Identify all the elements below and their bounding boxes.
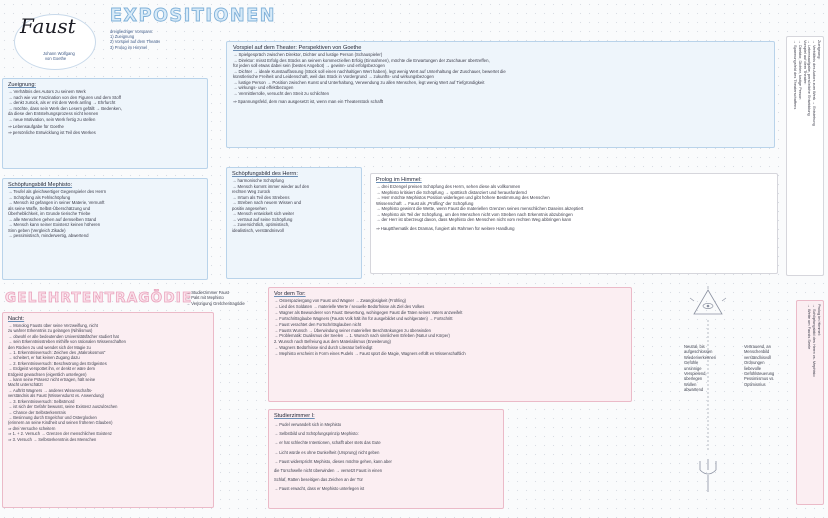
prolog-line: → der Herr ist überzeugt davon, dass Mephisto den Menschen nicht vom rechten Weg abbringen kann — [376, 217, 572, 223]
schoepfung-herrn-line: → Mensch entwickelt sich weiter — [232, 211, 295, 217]
vorspiel-line: für jeden soll etwas dabei sein (bestes Angebot) → gewinn- und erfolgsbezogen — [233, 63, 385, 69]
studierzimmer-line: → Faust widerspricht Mephisto, dieses möchte gehen, kann aber — [274, 458, 392, 464]
studierzimmer-line: → Selbstbild und Schöpfungsprinzip Mephisto: — [274, 431, 359, 437]
studierzimmer-line: Schlaf, Ratten beseitigen das Zeichen an der Tür — [274, 477, 363, 483]
note-line: Verspielend, — [684, 371, 707, 377]
schoepfung-herrn-heading: Schöpfungsbild des Herrn: — [232, 171, 298, 177]
schoepfung-herrn-line: → harmonische Schöpfung — [232, 178, 284, 183]
vertical-line: → Direktor, Dichter, lustige Person — [798, 40, 803, 100]
schoepfung-herrn-line: positiv angesehen — [232, 205, 267, 211]
schoepfung-mephisto-line: → pessimistisch, minderwertig, abwertend — [8, 233, 89, 239]
vor-dem-tor-line: → Fausts Wunsch → Überwindung seiner materiellen Beschränkungen zu überwinden — [274, 327, 431, 333]
vorspiel-line: → lustige Person → Position zwischen Kunst und Unterhaltung, Verwendung zu allen Menschen, legt wenig Wert auf Tiefgründigkeit — [233, 79, 485, 85]
vorspiel-conclusion: ⇒ Spannungsfeld, dem man ausgesetzt ist, wenn man ein Theaterstück schafft — [233, 99, 384, 105]
vor-dem-tor-heading: Vor dem Tor: — [274, 291, 306, 297]
nacht-line: → ist sich der Gefahr bewusst, seine Existenz auszulöschen — [8, 404, 118, 410]
schoepfung-mephisto-line: → Mensch ist gefangen in seiner Materie, Vernunft — [8, 200, 105, 206]
vor-dem-tor-line: → Wagners Bedürfnisse sind durch Literatur befriedigt — [274, 345, 373, 351]
nacht-conclusion: ⇒ 3. Versuch → Selbsterkenntnis des Menschen — [8, 436, 97, 442]
prolog-line: Wissenschaft → Faust als „Prüfling“ der Schöpfung — [376, 200, 474, 206]
gel-sub-line: → Studierzimmer Faust — [186, 290, 229, 295]
schoepfung-mephisto-line: → alle Menschen gehen auf demselben Stand — [8, 216, 97, 222]
vertical-line: → Lebensaufgabe, persönliche Entwicklung — [807, 40, 812, 116]
vorspiel-heading: Vorspiel auf dem Theater: Perspektiven von Goethe — [233, 45, 362, 51]
schoepfung-herrn-line: → vertraut auf seine Schöpfung — [232, 216, 293, 222]
zueignung-line: → neue Motivation, sein Werk fertig zu stellen — [8, 116, 96, 122]
vor-dem-tor-box — [268, 287, 632, 402]
logo-sub-1: Johann Wolfgang — [43, 51, 75, 56]
vorspiel-box — [226, 41, 775, 148]
note-line: Wollen — [684, 381, 697, 387]
vor-dem-tor-line: → Mephisto erscheint in Form eines Pudels → Faust spürt die Magie, Wagners erfüllt es Wissenschaftlich — [274, 351, 466, 357]
vor-dem-tor-line: → Osterspaziergang von Faust und Wagner → Zwanglosigkeit (Frühling) — [274, 298, 407, 303]
note-line: Neutral, bis — [684, 344, 705, 349]
schoepfung-herrn-line: rechten Weg zurück — [232, 189, 271, 195]
expositionen-title: EXPOSITIONEN — [110, 6, 277, 26]
schoepfung-herrn-line: → Streben nach neuem Wissen und — [232, 200, 302, 206]
nacht-line: → Erdgeist verspottet ihn, er denkt er wäre dem — [8, 366, 95, 372]
schoepfung-herrn-box — [226, 167, 362, 279]
note-line: Wiederverkennen — [684, 354, 717, 360]
studierzimmer-heading: Studierzimmer I: — [274, 413, 315, 419]
zueignung-line: → denkt zurück, als er mit dem Werk anfing → Ehrfurcht — [8, 100, 116, 106]
nacht-line: den Rücken zu und wendet sich der Magie zu — [8, 344, 91, 350]
schoepfung-mephisto-box — [2, 178, 208, 280]
zueignung-conclusion: ⇒ Lebensaufgabe für Goethe — [8, 124, 64, 130]
vor-dem-tor-line: → Wagner als Bewunderer von Faust: Bewertung, wohingegen Faust die Taten seines Vaters anzweifelt — [274, 309, 463, 315]
gel-sub-line: → Verjüngung Gretchentragödie — [186, 300, 245, 306]
prolog-line: → drei Erzengel preisen Schöpfung des Herrn, sehen diese als vollkommen — [376, 184, 521, 189]
nacht-line: → Auftritt Wagners → anderes Wissenschafts- — [8, 387, 93, 393]
vor-dem-tor-line: → Problematik: Dualismus der Seelen → 1. Wunsch nach sinnlichem Erleben (Natur und Körper) — [274, 333, 450, 339]
schoepfung-herrn-line: → Mensch kommt immer wieder auf den — [232, 183, 310, 189]
note-line: überlegen — [684, 376, 703, 382]
note-line: Optimismus — [744, 381, 766, 387]
schoepfung-mephisto-line: Überheblichkeit, im Grunde tierische Triebe — [8, 211, 91, 217]
logo-sub-2: von Goethe — [45, 56, 67, 61]
comparison-right-notes — [744, 344, 774, 387]
note-line: Vertrauend, an — [744, 344, 771, 349]
zueignung-heading: Zueignung: — [8, 82, 36, 88]
schoepfung-mephisto-line: → Teufel als gleichwertiger Gegenspieler des Herrn — [8, 189, 107, 194]
note-line: liebevolle — [744, 365, 762, 371]
note-line: Menschenbild — [744, 349, 770, 355]
vertical-line: Zueignung: — [817, 40, 822, 60]
nacht-line: verständnis als Faust (Wissensdurst vs. Anwendung) — [8, 393, 105, 399]
sketch-illustration — [680, 286, 750, 506]
schoepfung-herrn-line: → Irrtum als Teil des Strebens — [232, 194, 290, 200]
nacht-line: → Monolog Fausts über seine Verzweiflung, nicht — [8, 323, 98, 328]
vertical-summary-2 — [793, 40, 808, 109]
schoepfung-herrn-line: → zuversichtlich, optimistisch, — [232, 222, 290, 228]
note-line: aufgeschlossen — [684, 349, 713, 355]
prolog-conclusion: ⇒ Hauptthematik des Dramas, fungiert als Rahmen für weitere Handlung — [376, 225, 515, 231]
vertical-line: Vorspiel auf dem Theater: — [803, 40, 808, 85]
studierzimmer-line: → Faust erwacht, dass er Mephisto unterlegen ist — [274, 486, 365, 492]
note-line: Pessimismus vs. — [744, 376, 775, 382]
nacht-line: zu wahrer Erkenntnis zu gelangen (Nihilismus) — [8, 328, 93, 334]
nacht-line: → 2. Erkenntnisversuch: Beschwörung des Erdgeistes — [8, 360, 107, 366]
studierzimmer-line: → Licht würde es ohne Dunkelheit (Ursprung) nicht geben — [274, 449, 380, 455]
zueignung-line: → nach wie vor Faszination von den Figuren und dem Stoff — [8, 94, 121, 100]
nacht-line: → scheitert, er hat keinen Zugang dazu — [8, 355, 80, 361]
nacht-line: → sein Erkenntnisstreben mithilfe von rationalen Wissenschaften — [8, 339, 126, 345]
vertical-summary-1 — [807, 40, 822, 126]
prolog-line: → Herr möchte Mephistos Position widerlegen und gibt höhere Bestimmung des Menschen — [376, 195, 550, 201]
gelehrtentragoedie-title: GELEHRTENTRAGÖDIE — [5, 290, 193, 306]
nacht-line: → Chance der Selbsterkenntnis — [8, 409, 66, 415]
vorspiel-line: → Vermittlerrolle, versucht den Streit zu schlichten — [233, 90, 330, 96]
note-line: verständnisvoll — [744, 354, 772, 360]
comparison-left-notes — [684, 344, 716, 393]
gel-sub-line: → Pakt mit Mephisto — [186, 295, 224, 301]
schoepfung-herrn-line: idealistisch, verständnisvoll — [232, 227, 284, 233]
expositionen-subtitle — [110, 29, 160, 50]
vertical-line: → Spannungsfeld des Theaterschaffens — [793, 40, 798, 110]
nacht-line: (erinnern an seine Kindheit und seinen früheren Glauben) — [8, 420, 113, 426]
studierzimmer-line: → er hat schlechte Intentionen, schafft aber stets das Gute — [274, 440, 381, 446]
schoepfung-mephisto-line: → Schöpfung als Fehlschöpfung — [8, 194, 71, 200]
vertical-line: → Schöpfungsbild des Herrn vs. Mephisto — [812, 304, 817, 377]
note-line: Gefühlsteuerung — [744, 371, 775, 377]
vorspiel-line: → Dichter → ideale Kunstauffassung (Stück soll einen nachhaltigen Wert haben), legt wenig Wert auf Unterhaltung der Zuschauer, bewertet die — [233, 68, 506, 74]
schoepfung-mephisto-line: → Mensch kann seiner Existenz keinen höheren — [8, 222, 101, 228]
fork-icon — [700, 459, 716, 492]
zueignung-conclusion: ⇒ persönliche Entwicklung ist Teil des Werkes — [8, 129, 96, 135]
zueignung-line: → möchte, dass sein Werk den Lesern gefällt → Bedenken, — [8, 105, 122, 111]
exp-sub-line: dreigliedriger Vorspann: — [110, 29, 154, 34]
nacht-conclusion: ⇒ 1. + 2. Versuch → Grenzen der menschlichen Existenz — [8, 431, 112, 437]
vor-dem-tor-line: → Fortschrittsglaube Wagners (Fausts Volk hält ihn für ausgebildet und wohlgeraten) → Fortschritt — [274, 315, 453, 321]
gelehrten-subtitle — [186, 290, 245, 306]
exp-sub-line: 1) Zueignung — [110, 34, 135, 40]
schoepfung-mephisto-line: als seine Waffe, Selbst-Überschätzung und — [8, 205, 91, 211]
nacht-line: → kann seine Präsenz nicht ertragen, hält seine — [8, 377, 96, 383]
nacht-box — [2, 312, 214, 508]
prolog-heading: Prolog im Himmel: — [376, 177, 422, 183]
prolog-box — [370, 173, 778, 274]
prolog-line: → Mephisto als Teil der Schöpfung, um den Menschen nicht vom Streben nach Erkenntnis abzubringen — [376, 211, 573, 217]
exp-sub-line: 3) Prolog im Himmel — [110, 44, 148, 50]
vertical-summary-3 — [807, 304, 822, 377]
note-line: abwartend — [684, 387, 704, 393]
nacht-heading: Nacht: — [8, 316, 25, 322]
note-line: unsinnige — [684, 365, 702, 371]
nacht-conclusion: ⇒ drei Versuche scheitern — [8, 425, 56, 431]
nacht-line: → 3. Erkenntnisversuch: Selbstmord — [8, 398, 75, 404]
zueignung-line: da diese den Entstehungsprozess nicht kennen — [8, 111, 99, 117]
nacht-line: → obwohl er alle bedeutenden Universitätsfächer studiert hat — [8, 333, 119, 339]
zueignung-box — [2, 78, 208, 169]
vor-dem-tor-line: 2. Wunsch nach Befreiung aus dem Materialismus (Erweiterung) — [274, 339, 391, 345]
nacht-line: → Besinnung durch Engelchor und Osterglocken — [8, 414, 97, 420]
nacht-line: → 1. Erkenntnisversuch: Zeichen des „Makrokosmos“ — [8, 350, 106, 356]
schoepfung-mephisto-heading: Schöpfungsbild Mephisto: — [8, 182, 73, 188]
note-line: Ordnungen — [744, 360, 765, 366]
vorspiel-line: künstlerische Freiheit und Leidenschaft, weil das Stück in Vordergrund → zukunfts- und wirkungsbezogen — [233, 74, 434, 80]
nacht-line: Macht unterschätzt — [8, 382, 43, 388]
zueignung-line: → Verhältnis des Autors zu seinem Werk — [8, 89, 86, 94]
vorspiel-line: → wirkungs- und effektbezogen — [233, 85, 294, 91]
triangle-eye-icon — [690, 286, 726, 314]
prolog-line: → Mephisto gewinnt die Wette, wenn Faust die materiellen Grenzen seines menschlichen Daseins akzeptiert — [376, 206, 584, 212]
vor-dem-tor-line: → Faust verachtet den Fortschrittsglauben nicht — [274, 321, 362, 327]
note-line: Gefühle — [684, 360, 699, 366]
vertical-line: → Verhältnis des Autors zum Werk → Entstehung — [812, 40, 817, 126]
studierzimmer-line: → Pudel verwandelt sich in Mephisto — [274, 422, 342, 427]
studierzimmer-line: die Türschwelle nicht überwinden → versetzt Faust in einen — [274, 468, 383, 474]
vorspiel-line: → Spielgespräch zwischen Direktor, Dichter und lustige Person (Schauspieler) — [233, 52, 383, 57]
vorspiel-line: → Direktor: misst Erfolg des Stücks an seinem kommerziellen Erfolg (Einnahmen), möchte die Erwartungen der Zuschauer übertreffen, — [233, 57, 490, 63]
schoepfung-mephisto-line: Sinn geben (Vergleich Zikade) — [8, 227, 66, 233]
exp-sub-line: 2) Vorspiel auf dem Theater — [110, 39, 161, 45]
prolog-line: → Mephisto kritisiert die Schöpfung → spöttisch distanziert und herausfordernd — [376, 189, 527, 195]
nacht-line: Erdgeist gewachsen (eigentlich unterlegen) — [8, 371, 87, 377]
vor-dem-tor-line: → Lied des Soldaten → materielle Werte / sexuelle Bedürfnisse als Ziel des Volkes — [274, 303, 425, 309]
studierzimmer-box — [268, 409, 504, 509]
vertical-line: → Wette um Fausts Seele — [807, 304, 812, 350]
faust-logo-word: Faust — [20, 14, 76, 38]
vertical-line: Prolog im Himmel: — [817, 304, 822, 336]
